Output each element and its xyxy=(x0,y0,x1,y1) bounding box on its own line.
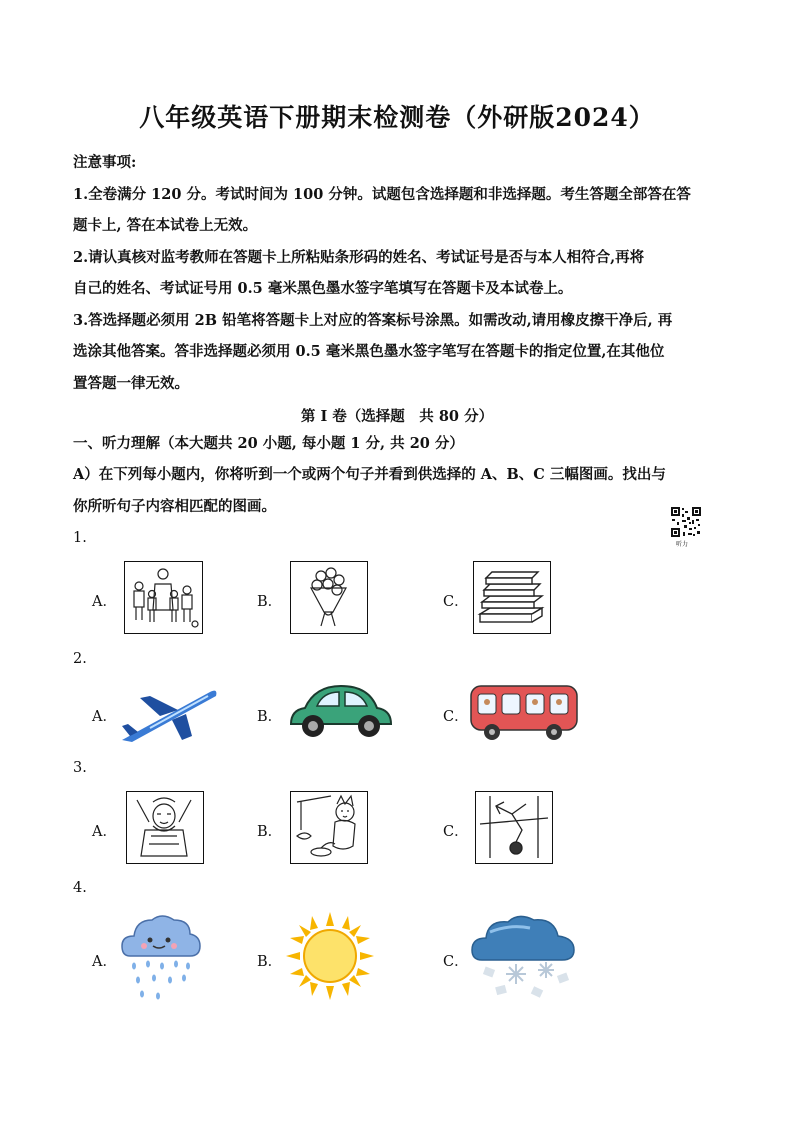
car-icon[interactable] xyxy=(285,680,397,742)
option-label: A． xyxy=(92,709,117,725)
sun-icon[interactable] xyxy=(286,912,374,1000)
snow-cloud-icon[interactable] xyxy=(470,910,580,1002)
notice-line: 题卡上, 答在本试卷上无效。 xyxy=(73,217,258,234)
option-label: B． xyxy=(257,954,283,970)
option-label: B． xyxy=(257,594,283,610)
option-label: B． xyxy=(257,824,283,840)
family-icon[interactable] xyxy=(124,561,203,634)
qr-code-icon[interactable] xyxy=(670,506,702,538)
notice-line: 1.全卷满分 120 分。考试时间为 100 分钟。试题包含选择题和非选择题。考生答题全部答在答 xyxy=(73,186,691,203)
notice-line: 选涂其他答案。答非选择题必须用 0.5 毫米黑色墨水签字笔写在答题卡的指定位置,在其他位 xyxy=(73,343,665,360)
page-title: 八年级英语下册期末检测卷（外研版2024） xyxy=(139,103,655,132)
peking-opera-icon[interactable] xyxy=(126,791,204,864)
section-instruction: 你所听句子内容相匹配的图画。 xyxy=(73,498,276,515)
notice-line: 自己的姓名、考试证号用 0.5 毫米黑色墨水签字笔填写在答题卡及本试卷上。 xyxy=(73,280,573,297)
qr-label: 听力 xyxy=(676,541,689,548)
question-number: 3. xyxy=(73,760,87,776)
question-number: 4. xyxy=(73,880,87,896)
bouquet-icon[interactable] xyxy=(290,561,368,634)
option-label: A． xyxy=(92,594,117,610)
option-label: C． xyxy=(443,594,469,610)
option-label: B． xyxy=(257,709,283,725)
option-label: C． xyxy=(443,824,469,840)
part-title: 第 I 卷（选择题 共 80 分） xyxy=(300,408,494,425)
rain-cloud-icon[interactable] xyxy=(120,908,202,1004)
question-number: 2. xyxy=(73,651,87,667)
option-label: A． xyxy=(92,954,117,970)
notice-line: 置答题一律无效。 xyxy=(73,375,189,392)
airplane-icon[interactable] xyxy=(120,680,220,744)
bus-icon[interactable] xyxy=(468,682,580,744)
section-instruction: A）在下列每小题内，你将听到一个或两个句子并看到供选择的 A、B、C 三幅图画。找出与 xyxy=(73,466,666,483)
high-jump-icon[interactable] xyxy=(475,791,553,864)
notice-line: 3.答选择题必须用 2B 铅笔将答题卡上对应的答案标号涂黑。如需改动,请用橡皮擦干净后, 再 xyxy=(73,312,673,329)
books-icon[interactable] xyxy=(473,561,551,634)
option-label: C． xyxy=(443,954,469,970)
notice-line: 2.请认真核对监考教师在答题卡上所粘贴条形码的姓名、考试证号是否与本人相符合,再将 xyxy=(73,249,645,266)
question-number: 1. xyxy=(73,530,87,546)
option-label: A． xyxy=(92,824,117,840)
option-label: C． xyxy=(443,709,469,725)
notice-heading: 注意事项: xyxy=(73,154,137,171)
cat-fishing-icon[interactable] xyxy=(290,791,368,864)
section-title: 一、听力理解（本大题共 20 小题, 每小题 1 分, 共 20 分） xyxy=(73,435,464,452)
